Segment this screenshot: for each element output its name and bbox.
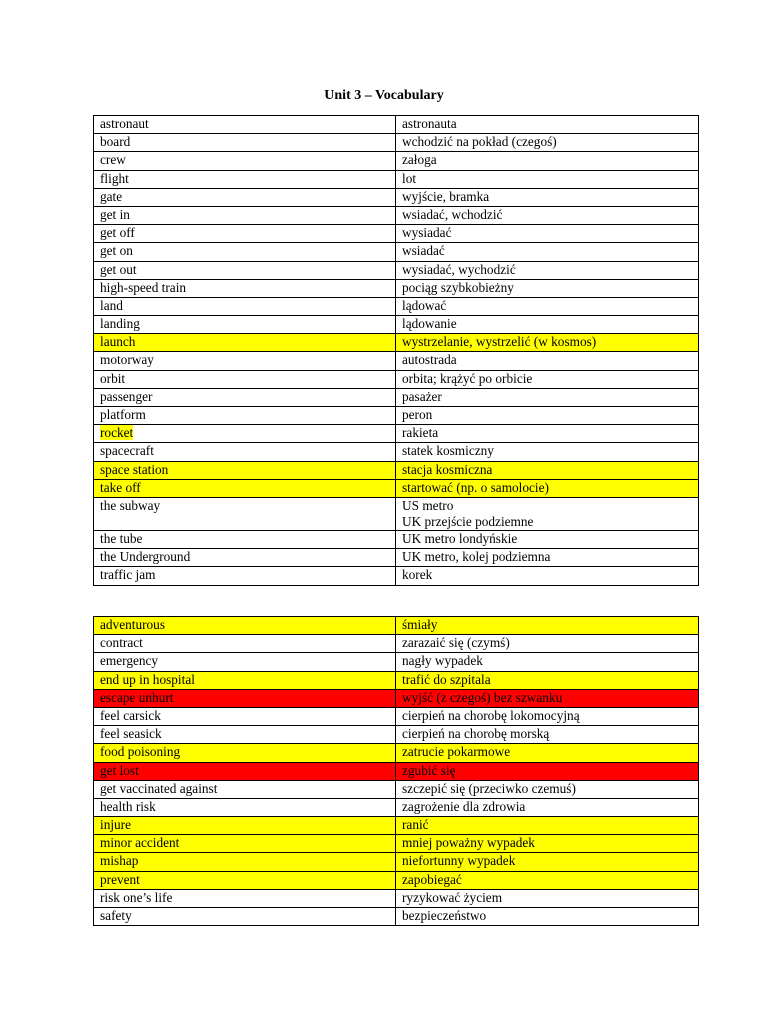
vocabulary-row <box>94 635 699 653</box>
vocabulary-row <box>94 225 699 243</box>
english-term-cell <box>94 853 396 871</box>
vocabulary-row <box>94 744 699 762</box>
english-term-cell <box>94 871 396 889</box>
english-term: motorway <box>100 352 154 368</box>
english-term: orbit <box>100 370 126 386</box>
english-term: get out <box>100 261 137 277</box>
polish-translation-cell <box>396 116 699 134</box>
english-term: escape unhurt <box>100 689 174 705</box>
vocabulary-table-health <box>93 616 699 926</box>
english-term-cell <box>94 297 396 315</box>
vocabulary-table-transport <box>93 115 699 586</box>
vocabulary-row <box>94 798 699 816</box>
polish-translation: zarazaić się (czymś) <box>402 635 510 651</box>
vocabulary-row <box>94 279 699 297</box>
polish-translation: pociąg szybkobieżny <box>402 279 514 295</box>
polish-translation-cell <box>396 726 699 744</box>
english-term: feel carsick <box>100 707 161 723</box>
english-term: adventurous <box>100 617 165 632</box>
english-term: get off <box>100 225 135 241</box>
vocabulary-row <box>94 206 699 224</box>
vocabulary-row <box>94 316 699 334</box>
polish-translation: wysiadać <box>402 225 452 241</box>
polish-translation-cell <box>396 352 699 370</box>
english-term-cell <box>94 530 396 548</box>
vocabulary-row <box>94 297 699 315</box>
polish-translation: niefortunny wypadek <box>402 853 516 869</box>
polish-translation: statek kosmiczny <box>402 443 494 459</box>
polish-translation-cell <box>396 567 699 585</box>
vocabulary-row <box>94 261 699 279</box>
english-term-cell <box>94 352 396 370</box>
polish-translation-cell <box>396 170 699 188</box>
vocabulary-row <box>94 653 699 671</box>
polish-translation: UK metro, kolej podziemna <box>402 549 551 565</box>
english-term-cell <box>94 567 396 585</box>
polish-translation: pasażer <box>402 388 442 404</box>
english-term-cell <box>94 817 396 835</box>
polish-translation: lot <box>402 170 417 186</box>
polish-translation-cell <box>396 744 699 762</box>
polish-translation-cell <box>396 653 699 671</box>
polish-translation-cell <box>396 671 699 689</box>
polish-translation: wyjście, bramka <box>402 188 490 204</box>
polish-translation: ranić <box>402 817 429 833</box>
english-term: platform <box>100 407 146 422</box>
polish-translation: wystrzelanie, wystrzelić (w kosmos) <box>402 334 597 350</box>
english-term: minor accident <box>100 835 180 851</box>
polish-translation-cell <box>396 798 699 816</box>
polish-translation: US metro <box>402 497 454 513</box>
english-term-cell <box>94 889 396 907</box>
english-term: launch <box>100 334 136 350</box>
vocabulary-row <box>94 170 699 188</box>
english-term-cell <box>94 497 396 530</box>
polish-translation-cell <box>396 549 699 567</box>
vocabulary-row <box>94 479 699 497</box>
vocabulary-row <box>94 497 699 530</box>
polish-translation: zgubić się <box>402 762 456 778</box>
english-term: flight <box>100 170 129 186</box>
polish-translation: peron <box>402 407 433 422</box>
polish-translation: wyjść (z czegoś) bez szwanku <box>402 689 563 705</box>
vocabulary-row <box>94 853 699 871</box>
polish-translation-cell <box>396 152 699 170</box>
english-term-cell <box>94 461 396 479</box>
vocabulary-row <box>94 762 699 780</box>
polish-translation: autostrada <box>402 352 457 368</box>
english-term-cell <box>94 762 396 780</box>
vocabulary-row <box>94 835 699 853</box>
polish-translation: szczepić się (przeciwko czemuś) <box>402 780 576 796</box>
vocabulary-row <box>94 461 699 479</box>
english-term-cell <box>94 443 396 461</box>
english-term-cell <box>94 671 396 689</box>
english-term-cell <box>94 908 396 926</box>
english-term: end up in hospital <box>100 671 195 687</box>
english-term: get lost <box>100 762 139 778</box>
english-term-cell <box>94 152 396 170</box>
polish-translation: ryzykować życiem <box>402 889 503 905</box>
english-term: board <box>100 134 131 150</box>
english-term-cell <box>94 798 396 816</box>
polish-translation-cell <box>396 780 699 798</box>
vocabulary-row <box>94 425 699 443</box>
polish-translation-cell <box>396 853 699 871</box>
polish-translation-cell <box>396 134 699 152</box>
vocabulary-row <box>94 352 699 370</box>
vocabulary-row <box>94 780 699 798</box>
english-term: safety <box>100 908 132 923</box>
vocabulary-row <box>94 689 699 707</box>
english-term-cell <box>94 206 396 224</box>
english-term-cell <box>94 279 396 297</box>
polish-translation-cell <box>396 279 699 297</box>
polish-translation-cell <box>396 407 699 425</box>
english-term-cell <box>94 116 396 134</box>
polish-translation: śmiały <box>402 617 438 632</box>
polish-translation: astronauta <box>402 116 457 131</box>
english-term-cell <box>94 707 396 725</box>
english-term: spacecraft <box>100 443 154 459</box>
english-term: injure <box>100 817 132 833</box>
english-term: get in <box>100 206 130 222</box>
vocabulary-row <box>94 388 699 406</box>
vocabulary-row <box>94 871 699 889</box>
english-term-cell <box>94 188 396 206</box>
vocabulary-table-body <box>94 116 699 586</box>
polish-translation: wsiadać, wchodzić <box>402 206 503 222</box>
polish-translation-cell <box>396 388 699 406</box>
vocabulary-row <box>94 530 699 548</box>
english-term: land <box>100 297 123 313</box>
vocabulary-row <box>94 671 699 689</box>
english-term: emergency <box>100 653 159 669</box>
english-term-cell <box>94 744 396 762</box>
polish-translation-cell <box>396 617 699 635</box>
polish-translation: cierpień na chorobę morską <box>402 726 550 742</box>
vocabulary-row <box>94 152 699 170</box>
vocabulary-row <box>94 549 699 567</box>
english-term-cell <box>94 726 396 744</box>
english-term: the subway <box>100 497 161 513</box>
polish-translation: cierpień na chorobę lokomocyjną <box>402 707 580 723</box>
vocabulary-row <box>94 407 699 425</box>
english-term: prevent <box>100 871 140 887</box>
english-term-cell <box>94 635 396 653</box>
polish-translation-cell <box>396 443 699 461</box>
polish-translation: startować (np. o samolocie) <box>402 479 549 495</box>
vocabulary-row <box>94 243 699 261</box>
polish-translation: trafić do szpitala <box>402 671 491 687</box>
english-term-cell <box>94 316 396 334</box>
english-term-cell <box>94 334 396 352</box>
polish-translation-cell <box>396 334 699 352</box>
polish-translation-cell <box>396 479 699 497</box>
polish-translation-cell <box>396 297 699 315</box>
english-term: gate <box>100 188 123 204</box>
vocabulary-row <box>94 908 699 926</box>
english-term: food poisoning <box>100 744 181 760</box>
english-term-cell <box>94 407 396 425</box>
english-term: astronaut <box>100 116 149 131</box>
vocabulary-row <box>94 334 699 352</box>
english-term: rocket <box>100 425 134 441</box>
vocabulary-row <box>94 370 699 388</box>
english-term-cell <box>94 134 396 152</box>
polish-translation-cell <box>396 817 699 835</box>
polish-translation: lądowanie <box>402 316 457 332</box>
english-term-cell <box>94 653 396 671</box>
polish-translation-cell <box>396 908 699 926</box>
english-term: the Underground <box>100 549 191 565</box>
vocabulary-row <box>94 188 699 206</box>
english-term-cell <box>94 388 396 406</box>
english-term: contract <box>100 635 143 651</box>
polish-translation: zatrucie pokarmowe <box>402 744 511 760</box>
vocabulary-row <box>94 116 699 134</box>
vocabulary-row <box>94 817 699 835</box>
polish-translation-cell <box>396 261 699 279</box>
english-term-cell <box>94 170 396 188</box>
vocabulary-row <box>94 443 699 461</box>
polish-translation-cell <box>396 425 699 443</box>
english-term-cell <box>94 689 396 707</box>
english-term: high-speed train <box>100 279 187 295</box>
polish-translation-cell <box>396 461 699 479</box>
english-term-cell <box>94 780 396 798</box>
page-title: Unit 3 – Vocabulary <box>324 88 444 103</box>
polish-translation-cell <box>396 762 699 780</box>
polish-translation: orbita; krążyć po orbicie <box>402 370 533 386</box>
polish-translation-cell <box>396 225 699 243</box>
english-term-cell <box>94 243 396 261</box>
polish-translation: UK przejście podziemne <box>402 513 534 529</box>
polish-translation-cell <box>396 689 699 707</box>
polish-translation: lądować <box>402 297 447 313</box>
polish-translation-cell <box>396 188 699 206</box>
english-term-cell <box>94 425 396 443</box>
polish-translation: stacja kosmiczna <box>402 461 493 477</box>
polish-translation-cell <box>396 316 699 334</box>
vocabulary-row <box>94 889 699 907</box>
vocabulary-table-body <box>94 617 699 926</box>
polish-translation: wysiadać, wychodzić <box>402 261 516 277</box>
polish-translation-cell <box>396 530 699 548</box>
polish-translation: UK metro londyńskie <box>402 530 518 546</box>
vocabulary-row <box>94 726 699 744</box>
english-term: take off <box>100 479 141 495</box>
polish-translation: zagrożenie dla zdrowia <box>402 798 526 814</box>
english-term-cell <box>94 835 396 853</box>
english-term: mishap <box>100 853 139 869</box>
vocabulary-row <box>94 134 699 152</box>
english-term-cell <box>94 370 396 388</box>
polish-translation-cell <box>396 497 699 530</box>
polish-translation: wchodzić na pokład (czegoś) <box>402 134 557 150</box>
english-term: health risk <box>100 798 156 814</box>
vocabulary-row <box>94 617 699 635</box>
polish-translation: korek <box>402 567 433 583</box>
polish-translation: rakieta <box>402 425 439 441</box>
english-term: feel seasick <box>100 726 162 742</box>
english-term: crew <box>100 152 126 168</box>
english-term: space station <box>100 461 169 477</box>
vocabulary-row <box>94 567 699 585</box>
english-term: risk one’s life <box>100 889 173 905</box>
polish-translation-cell <box>396 243 699 261</box>
polish-translation: bezpieczeństwo <box>402 908 487 923</box>
english-term-cell <box>94 225 396 243</box>
polish-translation-cell <box>396 889 699 907</box>
english-term-cell <box>94 479 396 497</box>
english-term: the tube <box>100 530 143 546</box>
english-term: traffic jam <box>100 567 156 583</box>
polish-translation: nagły wypadek <box>402 653 483 669</box>
polish-translation: zapobiegać <box>402 871 462 887</box>
english-term: landing <box>100 316 140 332</box>
english-term-cell <box>94 261 396 279</box>
polish-translation-cell <box>396 707 699 725</box>
english-term: get vaccinated against <box>100 780 218 796</box>
english-term-cell <box>94 549 396 567</box>
polish-translation-cell <box>396 835 699 853</box>
polish-translation: załoga <box>402 152 437 168</box>
polish-translation-cell <box>396 206 699 224</box>
polish-translation-cell <box>396 871 699 889</box>
english-term: get on <box>100 243 133 259</box>
polish-translation-cell <box>396 370 699 388</box>
polish-translation-cell <box>396 635 699 653</box>
vocabulary-row <box>94 707 699 725</box>
english-term-cell <box>94 617 396 635</box>
english-term: passenger <box>100 388 153 404</box>
polish-translation: mniej poważny wypadek <box>402 835 535 851</box>
polish-translation: wsiadać <box>402 243 445 259</box>
